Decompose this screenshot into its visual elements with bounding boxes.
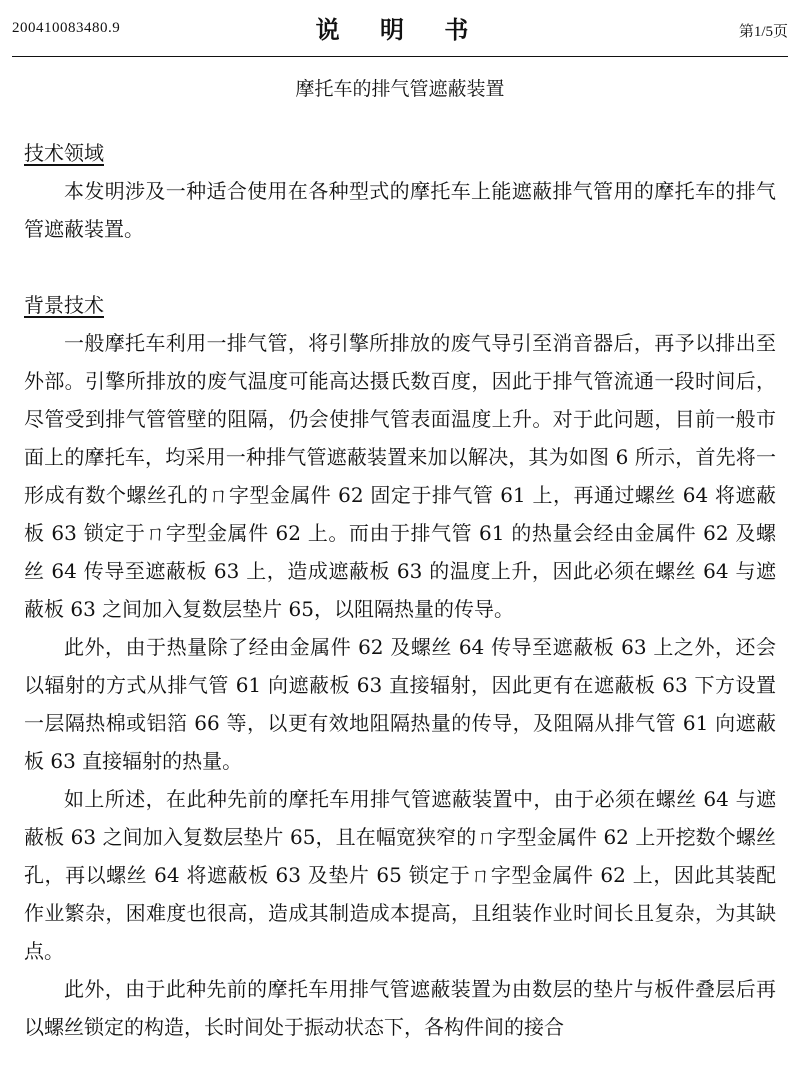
paragraph: 本发明涉及一种适合使用在各种型式的摩托车上能遮蔽排气管用的摩托车的排气管遮蔽装置。 <box>24 179 776 241</box>
section-heading: 技术领域 <box>24 141 104 165</box>
page-number: 第1/5页 <box>738 24 788 40</box>
page-header <box>0 0 800 58</box>
section-background-art <box>24 286 776 1046</box>
document-body <box>24 134 776 1046</box>
paragraph: 如上所述，在此种先前的摩托车用排气管遮蔽装置中，由于必须在螺丝 64 与遮蔽板 63 之间加入复数层垫片 65，且在幅宽狭窄的ㄇ字型金属件 62 上开挖数个螺丝孔，再以螺丝 64 将遮蔽板 63 及垫片 65 锁定于ㄇ字型金属件 62 上，因此其装配作业繁杂，困难度也很高，造成其制造成本提高，且组装作业时间长且复杂，为其缺点。 <box>24 787 776 963</box>
section-technical-field <box>24 134 776 248</box>
document-title: 摩托车的排气管遮蔽装置 <box>295 78 505 100</box>
paragraph: 一般摩托车利用一排气管，将引擎所排放的废气导引至消音器后，再予以排出至外部。引擎所排放的废气温度可能高达摄氏数百度，因此于排气管流通一段时间后，尽管受到排气管管壁的阻隔，仍会使排气管表面温度上升。对于此问题，目前一般市面上的摩托车，均采用一种排气管遮蔽装置来加以解决，其为如图 6 所示，首先将一形成有数个螺丝孔的ㄇ字型金属件 62 固定于排气管 61 上，再通过螺丝 64 将遮蔽板 63 锁定于ㄇ字型金属件 62 上。而由于排气管 61 的热量会经由金属件 62 及螺丝 64 传导至遮蔽板 63 上，造成遮蔽板 63 的温度上升，因此必须在螺丝 64 与遮蔽板 63 之间加入复数层垫片 65，以阻隔热量的传导。 <box>24 331 776 621</box>
paragraph: 此外，由于热量除了经由金属件 62 及螺丝 64 传导至遮蔽板 63 上之外，还会以辐射的方式从排气管 61 向遮蔽板 63 直接辐射，因此更有在遮蔽板 63 下方设置一层隔热棉或铝箔 66 等，以更有效地阻隔热量的传导，及阻隔从排气管 61 向遮蔽板 63 直接辐射的热量。 <box>24 635 776 773</box>
paragraph: 此外，由于此种先前的摩托车用排气管遮蔽装置为由数层的垫片与板件叠层后再以螺丝锁定的构造，长时间处于振动状态下，各构件间的接合 <box>24 977 776 1039</box>
section-spacer <box>24 248 776 286</box>
header-rule <box>12 56 788 57</box>
section-heading: 背景技术 <box>24 293 104 317</box>
document-type: 说 明 书 <box>315 15 485 44</box>
application-number: 200410083480.9 <box>12 20 121 36</box>
